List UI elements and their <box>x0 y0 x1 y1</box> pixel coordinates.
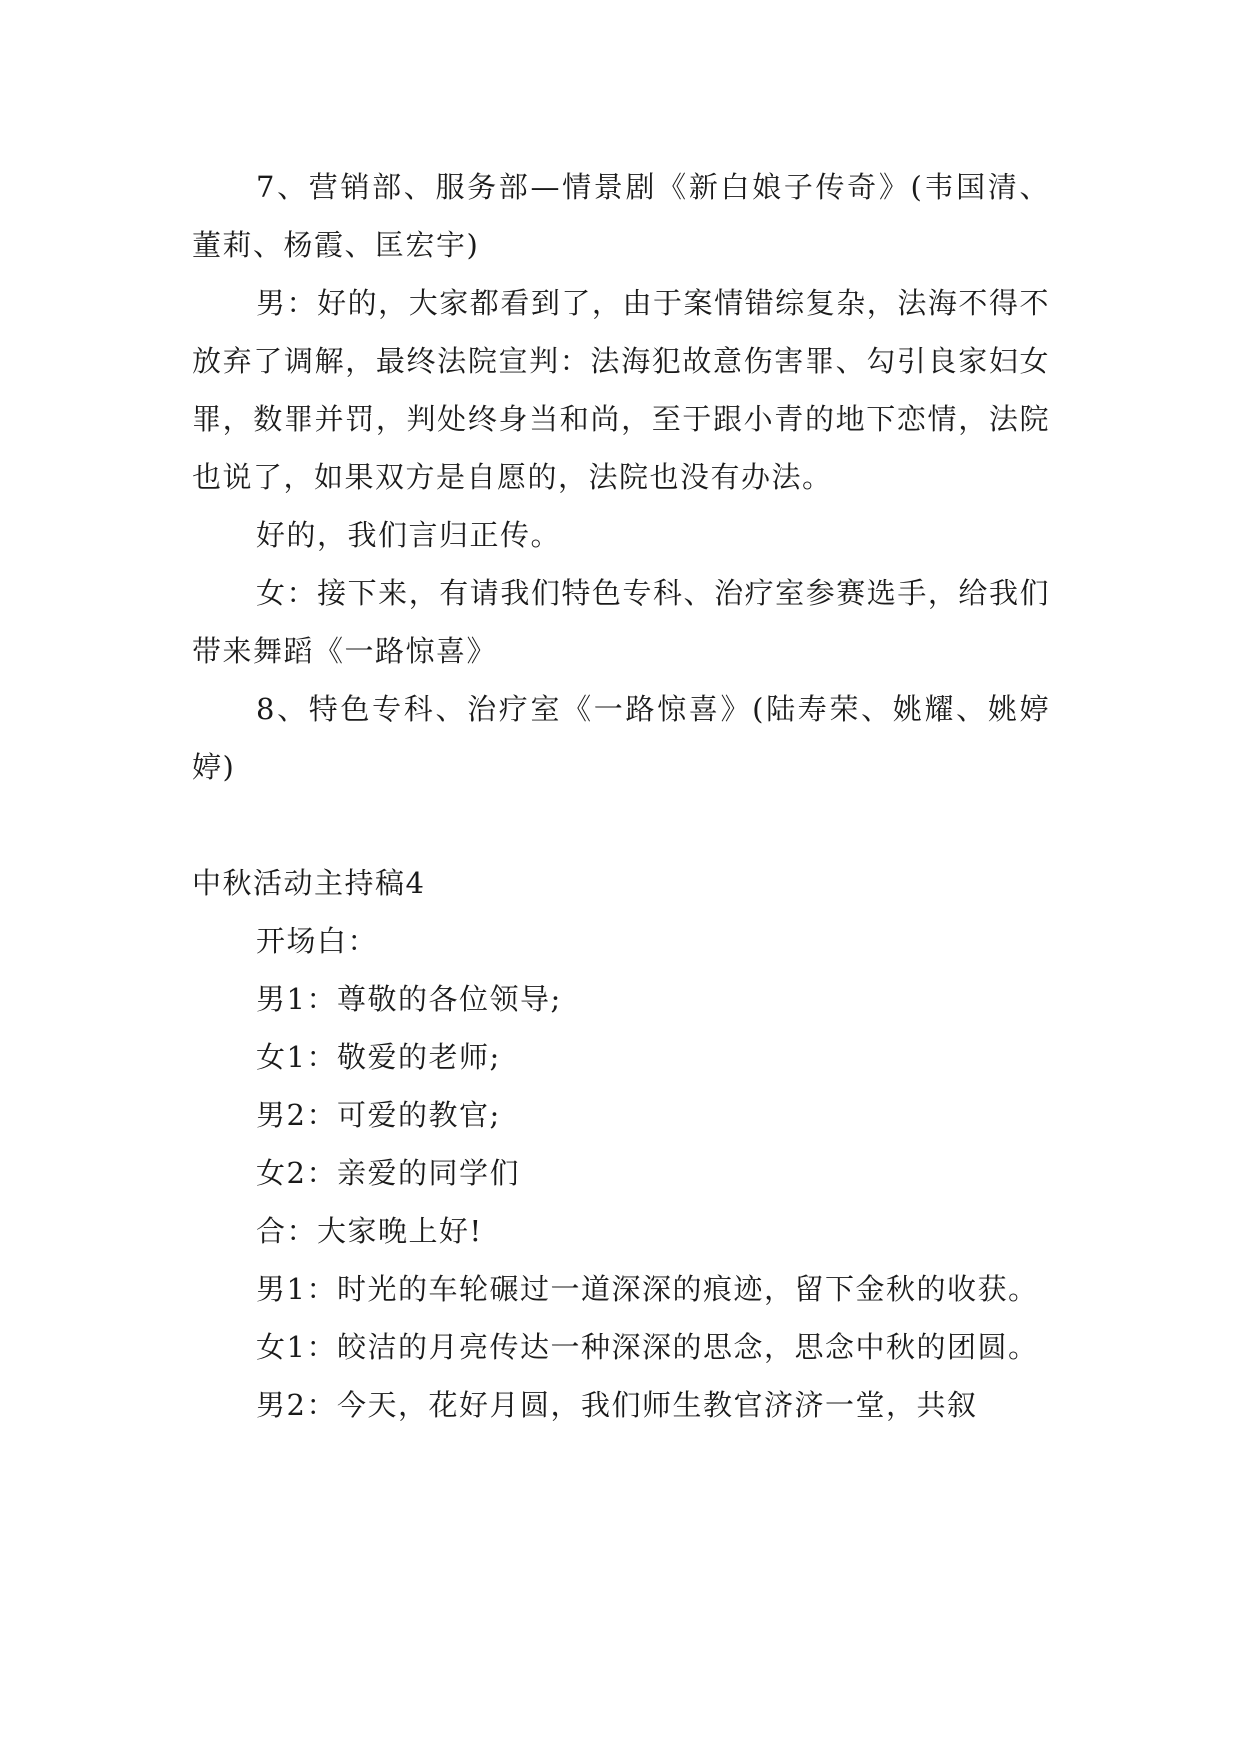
paragraph-male1-autumn: 男1：时光的车轮碾过一道深深的痕迹，留下金秋的收获。 <box>256 1272 1039 1306</box>
paragraph-female1-moon: 女1：皎洁的月亮传达一种深深的思念，思念中秋的团圆。 <box>256 1330 1039 1364</box>
paragraph-together-greeting: 合：大家晚上好! <box>256 1214 483 1248</box>
section-spacer <box>192 796 1050 854</box>
paragraph-back-to-topic: 好的，我们言归正传。 <box>256 518 562 552</box>
section-title: 中秋活动主持稿4 <box>192 866 426 900</box>
paragraph-female2-greeting: 女2：亲爱的同学们 <box>256 1156 520 1190</box>
paragraph-male1-greeting: 男1：尊敬的各位领导; <box>256 982 562 1016</box>
document-page <box>192 158 1050 1434</box>
paragraph-program-7: 7、营销部、服务部—情景剧《新白娘子传奇》(韦国清、董莉、杨霞、匡宏宇) <box>192 170 1050 262</box>
paragraph-female1-greeting: 女1：敬爱的老师; <box>256 1040 501 1074</box>
paragraph-male2-today: 男2：今天，花好月圆，我们师生教官济济一堂，共叙 <box>256 1388 978 1422</box>
paragraph-male-host-verdict: 男：好的，大家都看到了，由于案情错综复杂，法海不得不放弃了调解，最终法院宣判：法海犯故意伤害罪、勾引良家妇女罪，数罪并罚，判处终身当和尚，至于跟小青的地下恋情，法院也说了，如果双方是自愿的，法院也没有办法。 <box>192 286 1050 494</box>
paragraph-program-8: 8、特色专科、治疗室《一路惊喜》(陆寿荣、姚耀、姚婷婷) <box>192 692 1050 784</box>
paragraph-opening: 开场白： <box>256 924 379 958</box>
paragraph-male2-greeting: 男2：可爱的教官; <box>256 1098 501 1132</box>
paragraph-female-host-intro: 女：接下来，有请我们特色专科、治疗室参赛选手，给我们带来舞蹈《一路惊喜》 <box>192 576 1050 668</box>
